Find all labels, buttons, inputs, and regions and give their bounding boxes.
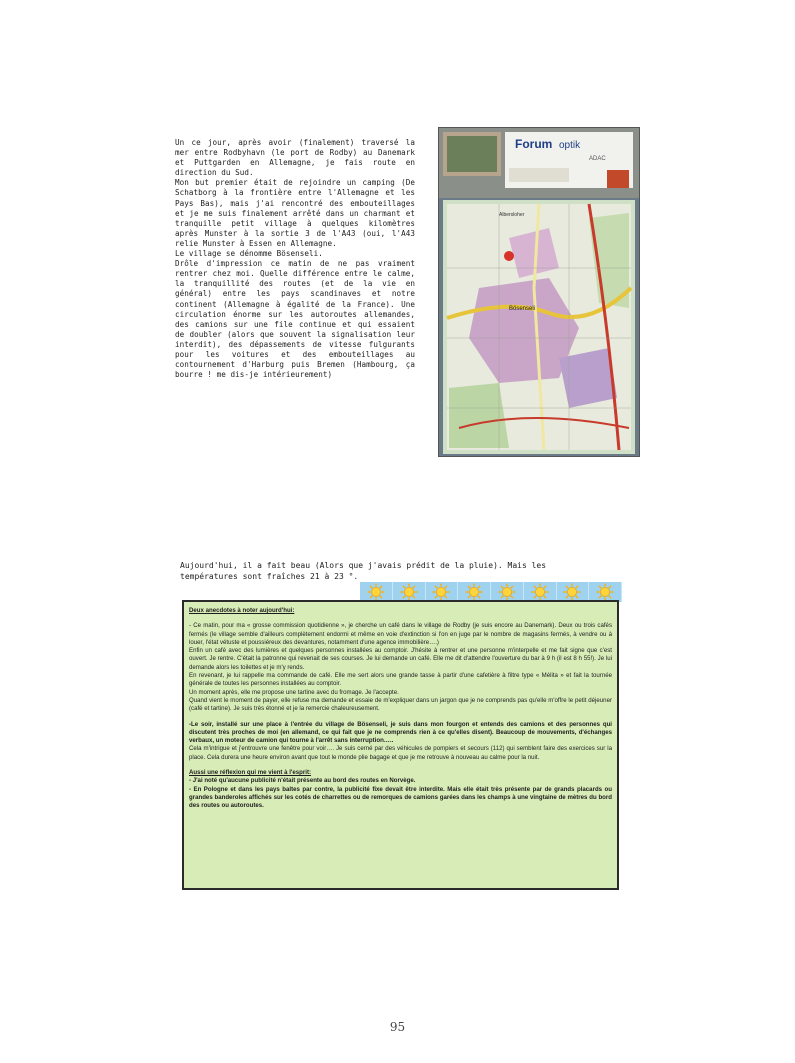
- paragraph: Mon but premier était de rejoindre un camping (De Schatborg à la frontière entre l'Allemagne et les Pays Bas), mais j'ai rencontré des embouteillages et je me suis finalement arrêté dans un charmant et tranquille petit village à quelques kilomètres après Munster à la sortie 3 de l'A43 (oui, l'A43 relie Munster à Essen en Allemagne.: [175, 178, 415, 248]
- sun-cell: [524, 582, 557, 602]
- sun-strip: [360, 582, 622, 602]
- sun-cell: [360, 582, 393, 602]
- note-title: Deux anecdotes à noter aujourd'hui:: [189, 607, 295, 614]
- sun-cell: [557, 582, 590, 602]
- sun-icon: [596, 583, 614, 601]
- paragraph: Un ce jour, après avoir (finalement) traversé la mer entre Rodbyhavn (le port de Rodby) au Danemark et Puttgarden en Allemagne, je fais route en direction du Sud.: [175, 138, 415, 178]
- note-paragraph: Un moment après, elle me propose une tartine avec du fromage. Je l'accepte.: [189, 688, 399, 696]
- note-paragraph: - J'ai noté qu'aucune publicité n'était présente au bord des routes en Norvège.: [189, 777, 416, 785]
- note-paragraph: - En Pologne et dans les pays baltes par contre, la publicité fixe devait être interdite. Mais elle était très présente par de grands placards ou grandes banderoles affichés sur les cotés de charrettes ou de remorques de camions garées dans les champs à une vingtaine de mètres du bord des routes ou autoroutes.: [189, 785, 612, 810]
- note-paragraph: En revenant, je lui rappelle ma commande de café. Elle me sert alors une grande tasse à partir d'une cafetière à filtre type « Mélita » et fait la tournée générale de toutes les personnes installées au comptoir.: [189, 672, 612, 688]
- page-number: 95: [389, 1020, 406, 1034]
- paragraph: Le village se dénomme Bösenseli.: [175, 249, 323, 259]
- map-board-photo: [438, 127, 640, 457]
- weather-line-2: températures sont fraîches 21 à 23 °.: [180, 571, 359, 581]
- sun-icon: [563, 583, 581, 601]
- sun-icon: [432, 583, 450, 601]
- note-paragraph: Quand vient le moment de payer, elle refuse ma demande et essaie de m'expliquer dans un jargon que je ne comprends pas qu'elle m'offre le petit déjeuner (café et tartine). Je suis très étonné et je la remercie chaleureusement.: [189, 696, 612, 713]
- sun-cell: [426, 582, 459, 602]
- adac-sign-text: ADAC: [589, 156, 606, 162]
- note-paragraph: Cela m'intrigue et j'entrouvre une fenêtre pour voir…. Je suis cerné par des véhicules de pompiers et secours (112) qui semblent faire des exercices sur la place. Cela durera une heure environ avant que tout le monde plie bagage et que je me retrouve à nouveau au calme pour la nuit.: [189, 745, 612, 761]
- weather-line-1: Aujourd'hui, il a fait beau (Alors que j'avais prédit de la pluie). Mais les: [180, 561, 547, 570]
- map-photo-drawing: [439, 128, 639, 456]
- optik-sign-text: optik: [559, 140, 581, 151]
- note-paragraph: - Ce matin, pour ma « grosse commission quotidienne », je cherche un café dans le village de Rodby (je suis encore au Danemark). Deux ou trois cafés fermés (le village semble d'ailleurs complètement endormi et même en voie d'extinction si l'on en juge par le nombre de magasins fermés, à vendre ou à louer, l'état vétuste et poussiéreux des devantures, notamment d'une agence immobilière….): [189, 622, 612, 646]
- anecdote-box: [182, 600, 619, 890]
- note-paragraph: Enfin un café avec des lumières et quelques personnes installées au comptoir. J'hésite à rentrer et une personne m'interpelle et me fait signe que c'est ouvert. Je rentre. C'était la patronne qui revenait de ses courses. Je lui demande un café. Elle me dit d'attendre l'ouverture du bar à 9 h (il est 8 h 55!). Je lui demande alors les toilettes et je m'y rends.: [189, 647, 612, 671]
- sun-icon: [367, 583, 385, 601]
- sun-cell: [589, 582, 622, 602]
- sun-icon: [465, 583, 483, 601]
- weather-text: [180, 561, 620, 582]
- upper-typed-text: [175, 138, 415, 380]
- note-title-2: Aussi une réflexion qui me vient à l'esprit:: [189, 769, 311, 777]
- map-north-label: Albersloher: [499, 212, 525, 218]
- sun-icon: [400, 583, 418, 601]
- note-paragraph: -Le soir, installé sur une place à l'entrée du village de Bösenseli, je suis dans mon fourgon et entends des camions et des personnes qui discutent très proches de moi (en allemand, ce qui fait que je ne comprends rien à ce qu'elles disent). Beaucoup de mouvements, d'échanges verbaux, un moteur de camion qui tourne à l'arrêt sans interruption…..: [189, 720, 612, 745]
- sun-icon: [498, 583, 516, 601]
- paragraph: Drôle d'impression ce matin de ne pas vraiment rentrer chez moi. Quelle différence entre le calme, la tranquillité des routes (et de la vie en général) entre les pays scandinaves et notre continent (Allemagne à égalité de la France). Une circulation énorme sur les autoroutes allemandes, des camions sur une file continue et qui essaient de doubler (alors que souvent la signalisation leur interdit), des dépassements de vitesse fulgurants pour les voitures et des embouteillages au contournement d'Harburg puis Bremen (Hambourg, ça bourre ! me dis-je intérieurement): [175, 259, 415, 380]
- sun-icon: [531, 583, 549, 601]
- map-town-label: Bösenseli: [509, 306, 536, 312]
- forum-sign-text: Forum: [515, 137, 553, 151]
- sun-cell: [458, 582, 491, 602]
- sun-cell: [393, 582, 426, 602]
- sun-cell: [491, 582, 524, 602]
